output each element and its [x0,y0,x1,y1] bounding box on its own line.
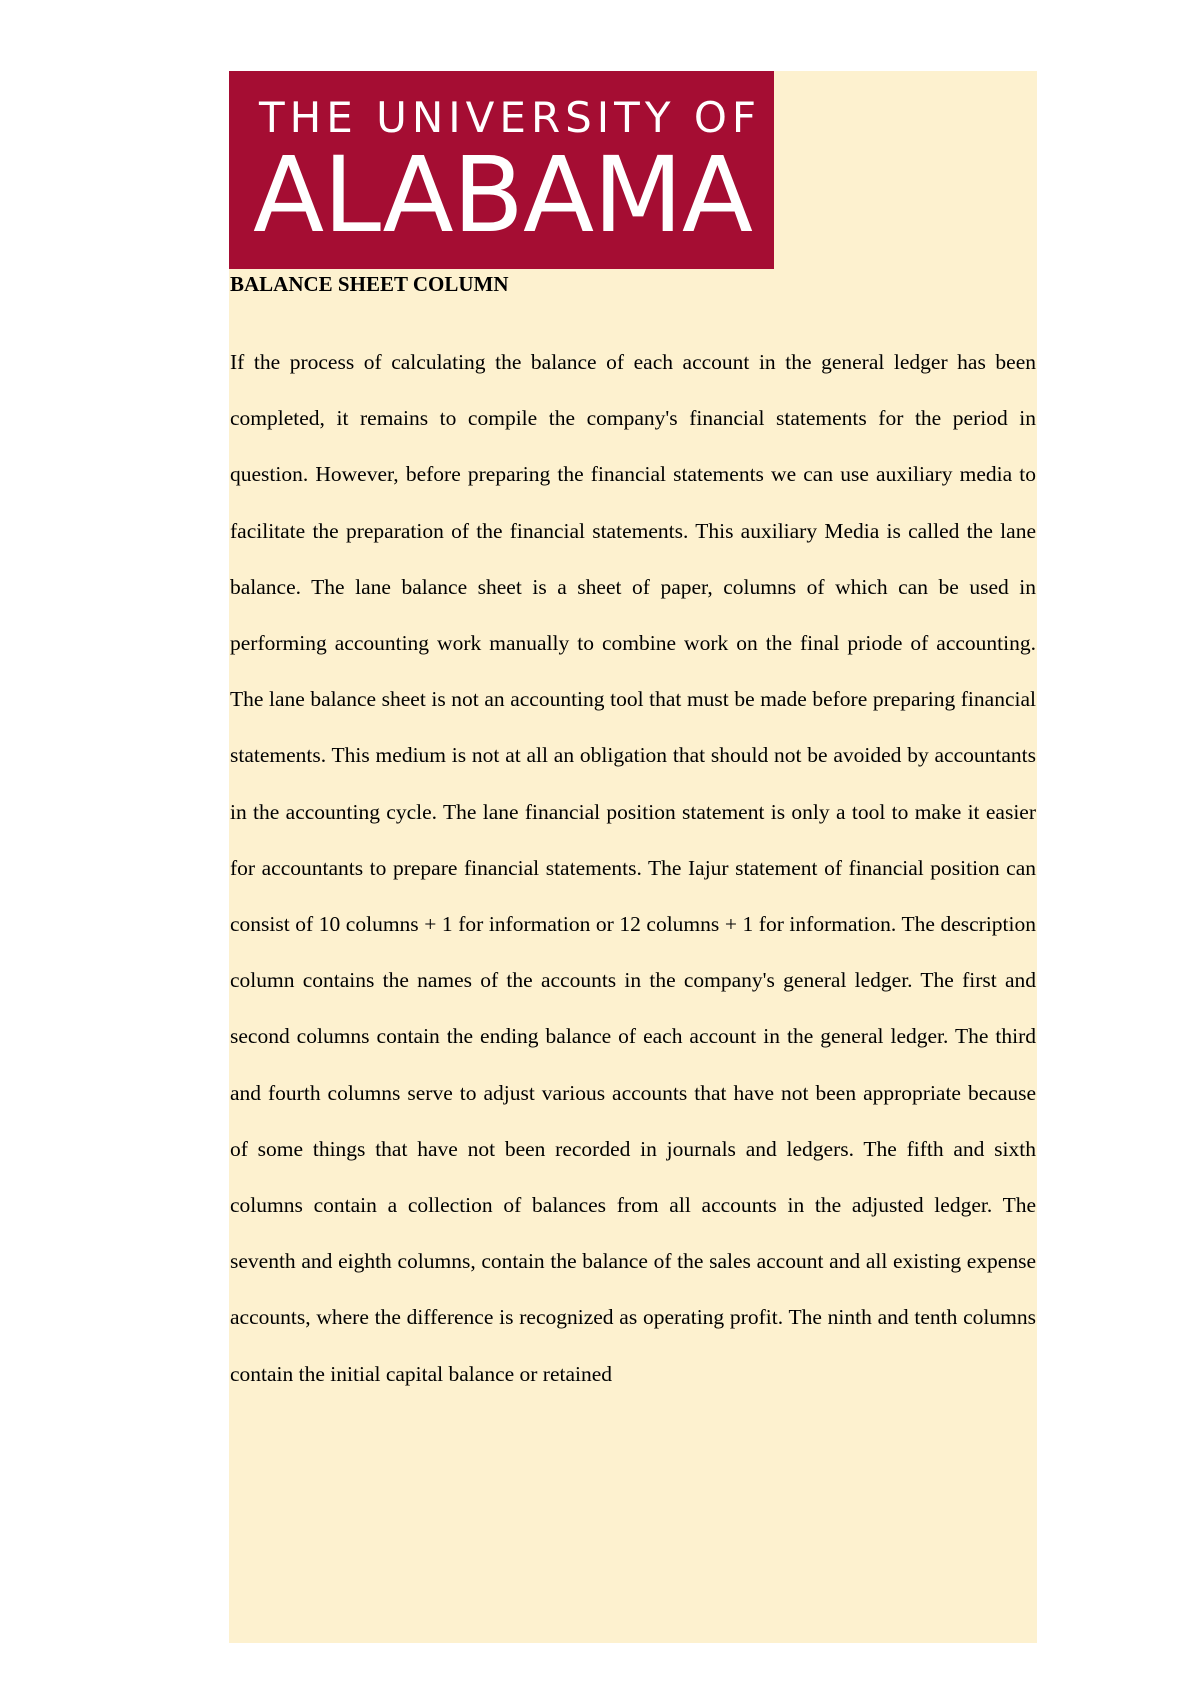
document-body-paragraph: If the process of calculating the balance of each account in the general ledger has been completed, it remains to compile the company's financial statements for the period in question. However, before preparing the financial statements we can use auxiliary media to facilitate the preparation of the financial statements. This auxiliary Media is called the lane balance. The lane balance sheet is a sheet of paper, columns of which can be used in performing accounting work manually to combine work on the final priode of accounting. The lane balance sheet is not an accounting tool that must be made before preparing financial statements. This medium is not at all an obligation that should not be avoided by accountants in the accounting cycle. The lane financial position statement is only a tool to make it easier for accountants to prepare financial statements. The Iajur statement of financial position can consist of 10 columns + 1 for information or 12 columns + 1 for information. The description column contains the names of the accounts in the company's general ledger. The first and second columns contain the ending balance of each account in the general ledger. The third and fourth columns serve to adjust various accounts that have not been appropriate because of some things that have not been recorded in journals and ledgers. The fifth and sixth columns contain a collection of balances from all accounts in the adjusted ledger. The seventh and eighth columns, contain the balance of the sales account and all existing expense accounts, where the difference is recognized as operating profit. The ninth and tenth columns contain the initial capital balance or retained [230,350,1036,1386]
logo-line-alabama: ALABAMA [253,134,752,256]
logo-line-university-of: THE UNIVERSITY OF [259,93,762,142]
document-heading: BALANCE SHEET COLUMN [230,272,509,296]
university-logo [229,71,774,269]
